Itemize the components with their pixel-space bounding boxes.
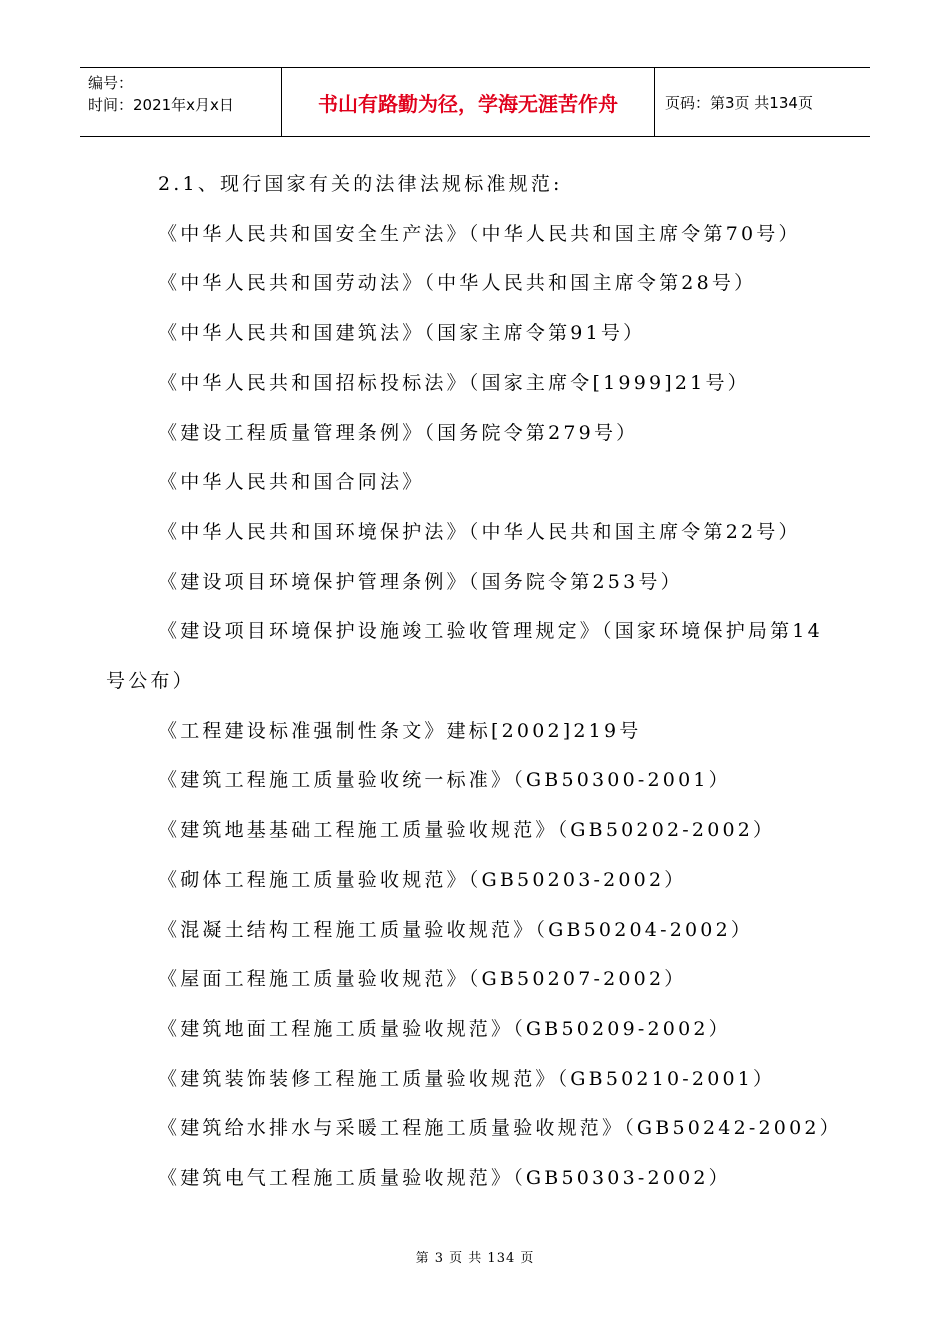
- regulation-item: 《砌体工程施工质量验收规范》（GB50203-2002）: [158, 868, 687, 891]
- regulation-item: 《屋面工程施工质量验收规范》（GB50207-2002）: [158, 968, 687, 991]
- regulation-item: 《混凝土结构工程施工质量验收规范》（GB50204-2002）: [158, 918, 754, 941]
- regulation-item: 《建筑工程施工质量验收统一标准》（GB50300-2001）: [158, 769, 731, 792]
- header-meta: [80, 68, 282, 136]
- header-motto: 书山有路勤为径，学海无涯苦作舟: [282, 68, 655, 136]
- section-heading: 2.1、现行国家有关的法律法规标准规范:: [158, 173, 563, 195]
- regulation-item: 《建设工程质量管理条例》（国务院令第279号）: [158, 421, 639, 444]
- regulation-item: 《中华人民共和国建筑法》（国家主席令第91号）: [158, 322, 646, 345]
- document-body: [106, 160, 856, 1204]
- regulation-item: 《中华人民共和国劳动法》（中华人民共和国主席令第28号）: [158, 272, 757, 295]
- regulation-item: 《中华人民共和国环境保护法》（中华人民共和国主席令第22号）: [158, 520, 801, 543]
- regulation-item: 《建筑装饰装修工程施工质量验收规范》（GB50210-2001）: [158, 1067, 776, 1090]
- regulation-item: 《中华人民共和国招标投标法》（国家主席令[1999]21号）: [158, 371, 750, 394]
- regulation-item: 《中华人民共和国安全生产法》（中华人民共和国主席令第70号）: [158, 222, 801, 245]
- regulation-item: 《建设项目环境保护管理条例》（国务院令第253号）: [158, 570, 683, 593]
- regulation-item: 《建筑地面工程施工质量验收规范》（GB50209-2002）: [158, 1017, 731, 1040]
- header-page-info: 页码：第3页 共134页: [665, 93, 813, 112]
- regulation-item: 《中华人民共和国合同法》: [158, 471, 425, 494]
- document-date: 时间：2021年x月x日: [88, 96, 234, 114]
- page-header: [80, 67, 870, 137]
- regulation-item: 《建筑给水排水与采暖工程施工质量验收规范》（GB50242-2002）: [158, 1117, 842, 1140]
- regulation-item: 《建筑地基基础工程施工质量验收规范》（GB50202-2002）: [158, 819, 776, 842]
- regulation-item-continuation: 号公布）: [106, 670, 195, 693]
- document-number-label: 编号：: [88, 74, 134, 92]
- page-footer: 第 3 页 共 134 页: [415, 1251, 535, 1266]
- regulation-item: 《建设项目环境保护设施竣工验收管理规定》（国家环境保护局第14: [158, 620, 823, 643]
- regulation-item: 《建筑电气工程施工质量验收规范》（GB50303-2002）: [158, 1167, 731, 1190]
- regulation-item: 《工程建设标准强制性条文》建标[2002]219号: [158, 719, 642, 742]
